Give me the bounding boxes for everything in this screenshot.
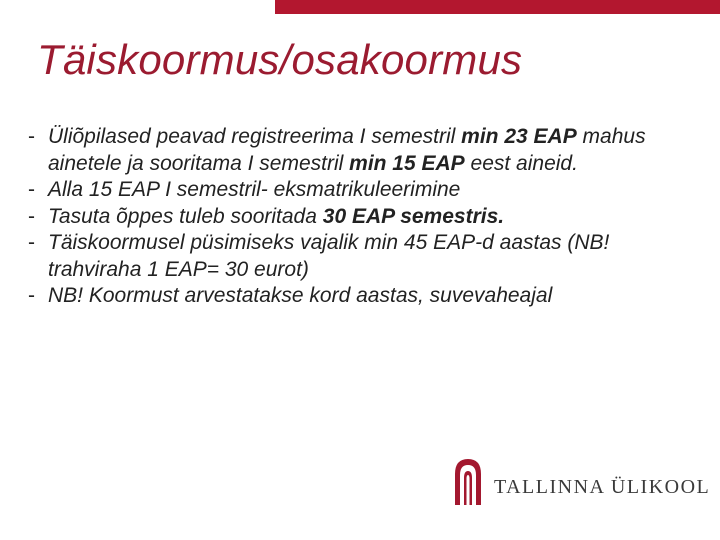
bullet-dash: - <box>28 204 35 228</box>
bullet-list <box>28 124 694 310</box>
university-logo <box>452 456 712 512</box>
bullet-text: NB! Koormust arvestatakse kord aastas, suvevaheajal <box>48 284 553 307</box>
tallinn-university-arch-icon <box>452 456 484 506</box>
bullet-text: Üliõpilased peavad registreerima I semestril <box>48 125 462 148</box>
logo-text: TALLINNA ÜLIKOOL <box>494 476 711 498</box>
bullet-text-bold: min 23 EAP <box>461 125 577 148</box>
bullet-text: Alla 15 EAP I semestril- eksmatrikuleerimine <box>48 178 461 201</box>
bullet-text: eest aineid. <box>464 151 578 175</box>
slide-title: Täiskoormus/osakoormus <box>37 36 523 83</box>
bullet-item <box>28 124 694 177</box>
bullet-text: Tasuta õppes tuleb sooritada <box>48 204 323 228</box>
bullet-dash: - <box>28 125 35 148</box>
bullet-item <box>28 177 694 204</box>
bullet-item <box>28 230 694 283</box>
bullet-dash: - <box>28 178 35 201</box>
bullet-text: Täiskoormusel püsimiseks vajalik min 45 EAP-d aastas (NB! trahviraha 1 EAP= 30 eurot) <box>48 231 610 281</box>
bullet-text-bold: 30 EAP semestris. <box>322 204 505 228</box>
bullet-item <box>28 204 694 231</box>
bullet-dash: - <box>28 231 35 254</box>
bullet-text-bold: min 15 EAP <box>349 151 465 175</box>
bullet-text: mahus ainetele ja sooritama I semestril <box>48 125 646 175</box>
bullet-dash: - <box>28 284 35 307</box>
bullet-item <box>28 283 694 310</box>
top-accent-bar <box>275 0 720 14</box>
